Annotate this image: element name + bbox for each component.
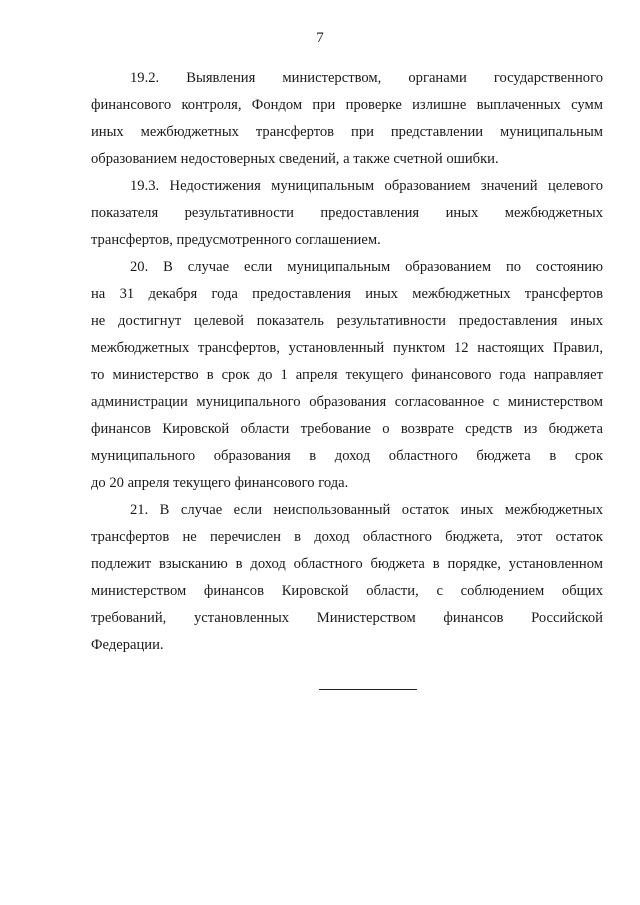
text-line: требований, установленных Министерством финансов Российской xyxy=(91,610,603,626)
text-line: 19.2. Выявления министерством, органами государственного xyxy=(130,70,603,86)
text-line: министерством финансов Кировской области, с соблюдением общих xyxy=(91,583,603,599)
text-line: до 20 апреля текущего финансового года. xyxy=(91,475,349,491)
text-line: не достигнут целевой показатель результативности предоставления иных xyxy=(91,313,603,329)
text-line: Федерации. xyxy=(91,637,164,653)
text-line: финансового контроля, Фондом при проверке излишне выплаченных сумм xyxy=(91,97,603,113)
text-line: то министерство в срок до 1 апреля текущего финансового года направляет xyxy=(91,367,603,383)
text-line: межбюджетных трансфертов, установленный пунктом 12 настоящих Правил, xyxy=(91,340,603,356)
closing-rule xyxy=(319,689,417,690)
text-line: трансфертов, предусмотренного соглашением. xyxy=(91,232,381,248)
text-line: 21. В случае если неиспользованный остаток иных межбюджетных xyxy=(130,502,603,518)
page-number: 7 xyxy=(316,30,324,46)
text-line: 19.3. Недостижения муниципальным образованием значений целевого xyxy=(130,178,603,194)
text-line: образованием недостоверных сведений, а также счетной ошибки. xyxy=(91,151,499,167)
text-line: финансов Кировской области требование о возврате средств из бюджета xyxy=(91,421,603,437)
text-line: иных межбюджетных трансфертов при представлении муниципальным xyxy=(91,124,603,140)
text-line: муниципального образования в доход областного бюджета в срок xyxy=(91,448,603,464)
text-line: администрации муниципального образования согласованное с министерством xyxy=(91,394,603,410)
text-line: показателя результативности предоставления иных межбюджетных xyxy=(91,205,603,221)
text-line: подлежит взысканию в доход областного бюджета в порядке, установленном xyxy=(91,556,603,572)
text-line: на 31 декабря года предоставления иных межбюджетных трансфертов xyxy=(91,286,603,302)
text-line: трансфертов не перечислен в доход областного бюджета, этот остаток xyxy=(91,529,603,545)
text-line: 20. В случае если муниципальным образованием по состоянию xyxy=(130,259,603,275)
